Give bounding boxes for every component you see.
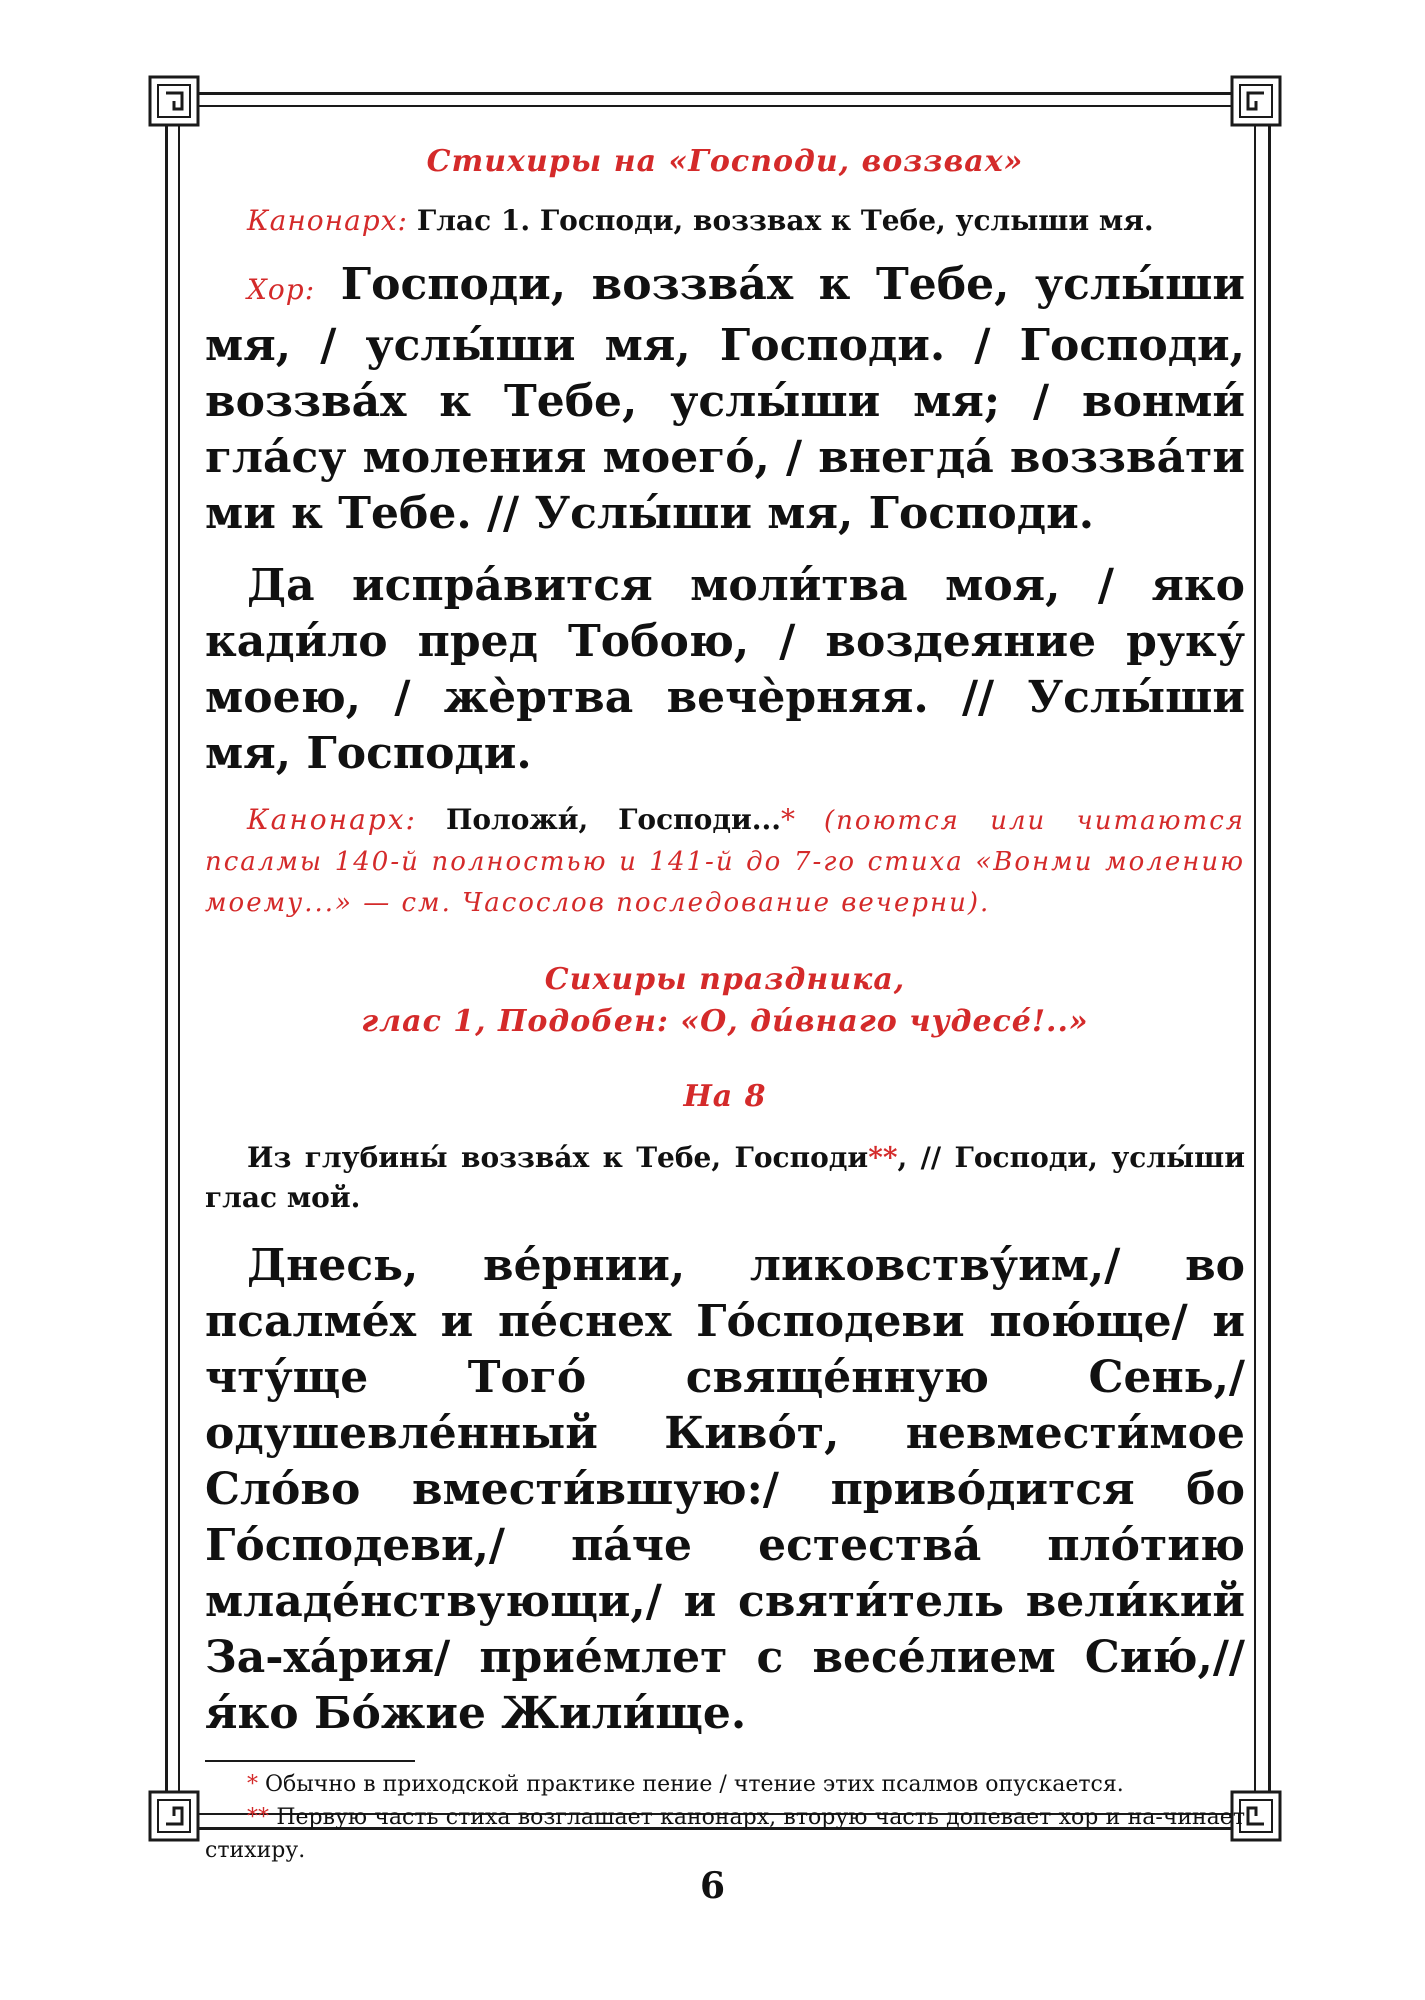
kanonarch-line	[205, 201, 1245, 241]
choir-text: Господи, воззва́х к Тебе, услы́ши мя, / услы́ши мя, Господи. / Господи, воззва́х к Тебе, услы́ши мя; / вонми́ гла́су моления моего́, / внегда́ воззва́ти ми к Тебе. // Услы́ши мя, Господи.	[205, 259, 1245, 539]
footnote-2-text: Первую часть стиха возглашает канонарх, вторую часть допевает хор и на-чинает стихиру.	[205, 1805, 1245, 1863]
feast-heading-line2: глас 1, Подобен: «О, ди́внаго чудесе́!..»	[361, 1004, 1089, 1039]
feast-heading-line1: Сихиры праздника,	[544, 962, 906, 997]
psalm-verse-text-a: Из глубины́ воззва́х к Тебе, Господи	[247, 1141, 869, 1174]
footnote-mark-1: *	[781, 803, 795, 836]
psalm-verse-text-b: , // Господи, услы́ши глас мой.	[205, 1141, 1245, 1214]
verse-let-my-prayer: Да испра́вится моли́тва моя, / яко кади́ло пред Тобою, / воздеяние руку́ моею, / жѐртва вечѐрняя. // Услы́ши мя, Господи.	[205, 560, 1245, 779]
corner-ornament-top-left	[148, 75, 200, 127]
choir-label: Хор:	[247, 273, 316, 306]
footnote-1	[205, 1768, 1245, 1801]
feast-sticheron: Днесь, ве́рнии, ликовству́им,/ во псалме́х и пе́снех Го́сподеви пою́ще/ и чту́ще Того́ свяще́нную Сень,/ одушевле́нный Киво́т, невмести́мое Сло́во вмести́вшую:/ приво́дится бо Го́сподеви,/ па́че естества́ пло́тию младе́нствующи,/ и святи́тель вели́кий За-ха́рия/ прие́млет с весе́лием Сию́,// я́ко Бо́жие Жили́ще.	[205, 1240, 1245, 1739]
footnote-1-text: Обычно в приходской практике пение / чтение этих псалмов опускается.	[265, 1772, 1124, 1797]
kanonarch-label: Канонарх:	[247, 204, 408, 237]
page-content	[205, 140, 1245, 1867]
kanonarch2-rubric-note: (поются или читаются псалмы 140-й полностью и 141-й до 7-го стиха «Вонми молению моему...» — см. Часослов последование вечерни).	[205, 806, 1245, 918]
section-heading-stichera: Стихиры на «Господи, воззвах»	[426, 144, 1024, 179]
footnote-2-mark: **	[247, 1805, 269, 1830]
kanonarch-psalms-line	[205, 800, 1245, 923]
section-heading-feast-stichera	[205, 959, 1245, 1043]
kanonarch-text: Глас 1. Господи, воззвах к Тебе, услыши мя.	[416, 204, 1154, 237]
footnote-mark-2: **	[868, 1141, 898, 1174]
page-number: 6	[699, 1865, 726, 1907]
kanonarch2-label: Канонарх:	[247, 803, 417, 836]
kanonarch2-text: Положи́, Господи...	[445, 803, 781, 836]
corner-ornament-bottom-left	[148, 1790, 200, 1842]
corner-ornament-top-right	[1230, 75, 1282, 127]
footnote-2	[205, 1801, 1245, 1867]
choir-verse	[205, 257, 1245, 542]
footnote-divider	[205, 1760, 415, 1762]
psalm-verse-line	[205, 1138, 1245, 1218]
on-eight-heading: На 8	[683, 1079, 767, 1114]
footnote-1-mark: *	[247, 1772, 258, 1797]
